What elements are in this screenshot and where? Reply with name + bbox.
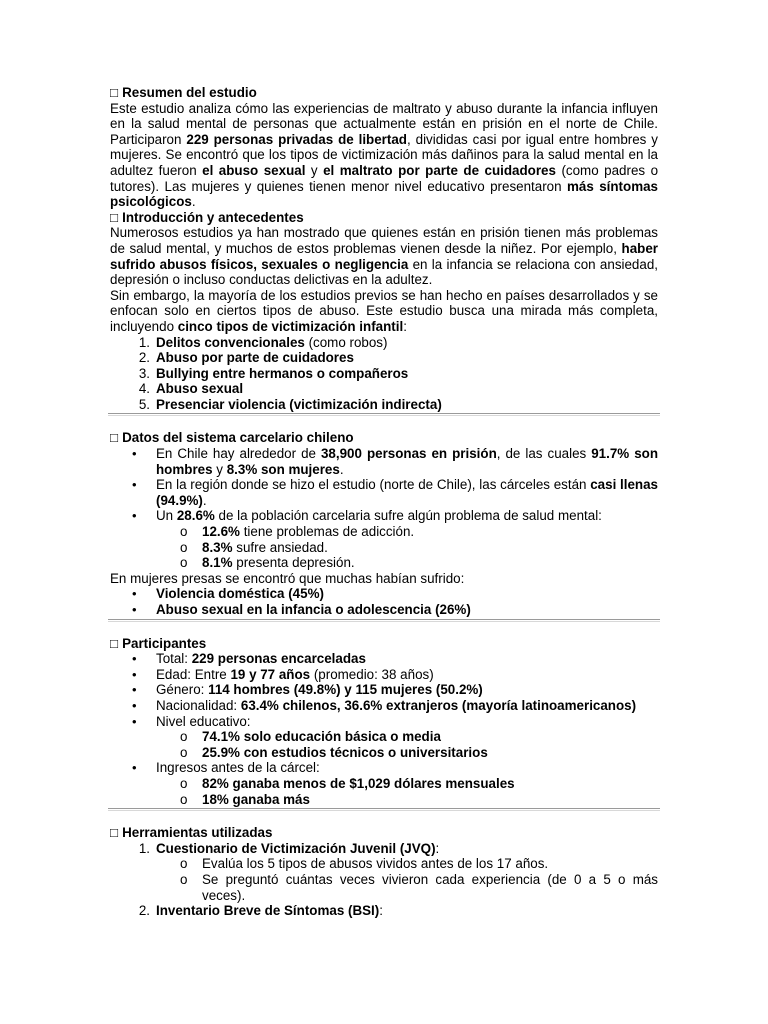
- checkbox-icon: □: [110, 209, 119, 225]
- list-item: • Nivel educativo:: [132, 713, 251, 729]
- mental-health-sublist: [110, 524, 658, 571]
- victimization-types-list: [110, 335, 658, 413]
- intro-paragraph-1: Numerosos estudios ya han mostrado que quienes están en prisión tienen más problemas de salud mental, y muchos de estos problemas vienen desde la niñez. Por ejemplo, haber sufrido abusos físicos, sexuales o negligencia en la infancia se relaciona con ansiedad, depresión o incluso conductas delictivas en la adultez.: [110, 225, 658, 288]
- document-page: [110, 85, 658, 919]
- intro-heading: □ Introducción y antecedentes: [110, 209, 304, 225]
- checkbox-icon: □: [110, 635, 119, 651]
- checkbox-icon: □: [110, 825, 119, 841]
- education-sublist: [110, 729, 658, 760]
- list-item: 1. Cuestionario de Victimización Juvenil (JVQ):: [138, 840, 440, 856]
- divider: [108, 619, 660, 622]
- herramientas-heading: □ Herramientas utilizadas: [110, 825, 273, 841]
- list-item: o 74.1% solo educación básica o media: [180, 729, 441, 745]
- participantes-heading: □ Participantes: [110, 635, 207, 651]
- list-item: • Nacionalidad: 63.4% chilenos, 36.6% extranjeros (mayoría latinoamericanos): [132, 697, 637, 713]
- list-item: o 12.6% tiene problemas de adicción.: [180, 524, 415, 540]
- resumen-heading: □ Resumen del estudio: [110, 85, 257, 100]
- list-item: o 18% ganaba más: [180, 791, 310, 807]
- intro-paragraph-2: Sin embargo, la mayoría de los estudios previos se han hecho en países desarrollados y se enfocan solo en ciertos tipos de abuso. Este estudio busca una mirada más completa, incluyendo cinco tipos de victimización infantil:: [110, 287, 658, 334]
- tools-list: [110, 841, 658, 857]
- list-item: • Ingresos antes de la cárcel:: [132, 760, 320, 776]
- participantes-list: [110, 651, 658, 729]
- resumen-paragraph: Este estudio analiza cómo las experiencias de maltrato y abuso durante la infancia influyen en la salud mental de personas que actualmente están en prisión en el norte de Chile. Participaron 229 personas privadas de libertad, divididas casi por igual entre hombres y mujeres. Se encontró que los tipos de victimización más dañinos para la salud mental en la adultez fueron el abuso sexual y el maltrato por parte de cuidadores (como padres o tutores). Las mujeres y quienes tienen menor nivel educativo presentaron más síntomas psicológicos.: [110, 100, 659, 210]
- list-item: o 8.3% sufre ansiedad.: [180, 539, 328, 555]
- list-item: o 8.1% presenta depresión.: [180, 555, 355, 571]
- list-item: • Un 28.6% de la población carcelaria sufre algún problema de salud mental:: [132, 508, 602, 524]
- checkbox-icon: □: [110, 85, 119, 100]
- list-item: 3. Bullying entre hermanos o compañeros: [138, 365, 409, 381]
- list-item: 4. Abuso sexual: [138, 381, 244, 397]
- tools-list-2: [110, 903, 658, 919]
- list-item: o Evalúa los 5 tipos de abusos vividos antes de los 17 años.: [180, 856, 549, 872]
- mujeres-list: [110, 586, 658, 617]
- list-item: 2. Inventario Breve de Síntomas (BSI):: [138, 903, 383, 919]
- income-sublist: [110, 776, 658, 807]
- list-item: o 25.9% con estudios técnicos o universitarios: [180, 744, 488, 760]
- divider: [108, 413, 660, 416]
- divider: [108, 808, 660, 811]
- list-item: • Abuso sexual en la infancia o adolescencia (26%): [132, 602, 471, 617]
- mujeres-paragraph: En mujeres presas se encontró que muchas habían sufrido:: [110, 570, 465, 586]
- carcel-list: [110, 446, 658, 524]
- list-item: 1. Delitos convencionales (como robos): [138, 334, 388, 350]
- jvq-sublist: [110, 856, 658, 903]
- list-item: • Edad: Entre 19 y 77 años (promedio: 38 años): [132, 666, 434, 682]
- list-item: • Violencia doméstica (45%): [132, 586, 324, 602]
- list-item: • En la región donde se hizo el estudio (norte de Chile), las cárceles están casi llenas (94.9%).: [132, 477, 658, 508]
- list-item: • Género: 114 hombres (49.8%) y 115 mujeres (50.2%): [132, 682, 483, 698]
- list-item: • Total: 229 personas encarceladas: [132, 651, 366, 667]
- list-item: o 82% ganaba menos de $1,029 dólares mensuales: [180, 775, 515, 791]
- carcel-heading: □ Datos del sistema carcelario chileno: [110, 430, 354, 446]
- checkbox-icon: □: [110, 430, 119, 446]
- income-list: [110, 760, 658, 776]
- list-item: o Se preguntó cuántas veces vivieron cada experiencia (de 0 a 5 o más veces).: [180, 871, 658, 903]
- list-item: • En Chile hay alrededor de 38,900 personas en prisión, de las cuales 91.7% son hombres y 8.3% son mujeres.: [132, 446, 659, 477]
- list-item: 2. Abuso por parte de cuidadores: [138, 350, 354, 366]
- list-item: 5. Presenciar violencia (victimización indirecta): [138, 396, 442, 412]
